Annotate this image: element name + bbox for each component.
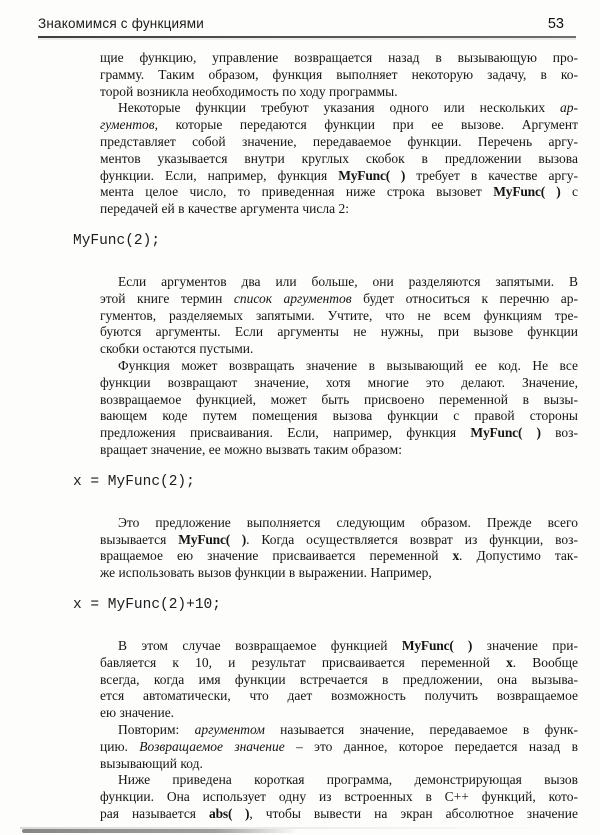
text-run: функции. Если, например, функция — [100, 167, 339, 183]
text-run: скобки остаются пустыми. — [100, 341, 254, 357]
text-line — [100, 638, 578, 655]
paragraph — [100, 100, 578, 218]
text-run: вращает значение, ее можно вызвать таким образом: — [100, 441, 402, 457]
text-run: функции возвращают значение, хотя многие это делают. Значение, — [100, 374, 578, 390]
text-line — [100, 408, 578, 425]
text-run: , чтобы вывести на экран абсолютное значение — [249, 805, 578, 821]
italic-term: ар- — [560, 100, 578, 116]
text-line — [100, 274, 578, 291]
text-line — [100, 341, 578, 358]
text-run: всегда, когда имя функции встречается в предложении, она вызыва- — [100, 671, 578, 687]
text-line — [100, 565, 578, 582]
bold-term: MyFunc( ) — [178, 531, 247, 547]
text-run: с — [560, 184, 578, 200]
text-line — [100, 201, 578, 218]
paragraph — [100, 50, 578, 100]
text-line — [100, 442, 578, 459]
scan-artifact-dark — [22, 829, 298, 833]
italic-term: гументов — [100, 117, 155, 133]
chapter-title: Знакомимся с функциями — [38, 16, 204, 31]
text-line — [100, 308, 578, 325]
text-run: этой книге термин — [100, 290, 234, 306]
page-number: 53 — [547, 16, 564, 32]
text-line — [100, 134, 578, 151]
text-run: вызывающий код. — [100, 755, 203, 771]
text-line — [100, 739, 578, 756]
text-line — [100, 84, 578, 101]
paragraph — [100, 274, 578, 358]
paragraph — [100, 358, 578, 459]
italic-term: аргументом — [194, 721, 265, 737]
text-line — [100, 425, 578, 442]
paragraph — [100, 722, 578, 772]
text-line — [100, 151, 578, 168]
text-run: цию. — [100, 738, 140, 754]
running-head — [38, 16, 576, 38]
page-content — [73, 50, 578, 823]
text-line — [100, 515, 578, 532]
bold-term: MyFunc( ) — [470, 425, 541, 441]
text-run: называется значение, передаваемое в функ- — [264, 721, 578, 737]
code-line: MyFunc(2); — [73, 232, 161, 249]
text-run: буются аргументы. Если аргументы не нужны, при вызове функции — [100, 324, 578, 340]
bold-term: MyFunc( ) — [401, 637, 473, 653]
text-run: Это предложение выполняется следующим образом. Прежде всего — [118, 514, 578, 530]
text-run: грамму. Таким образом, функция выполняет некоторую задачу, в ко- — [100, 66, 578, 82]
text-run: вращаемое ею значение присваивается переменной — [100, 548, 453, 564]
text-run: будет относиться к перечню ар- — [351, 290, 578, 306]
paragraph — [100, 772, 578, 822]
text-line — [100, 324, 578, 341]
text-line — [100, 688, 578, 705]
bold-term: x — [506, 654, 513, 670]
text-run: Некоторые функции требуют указания одного или нескольких — [118, 100, 560, 116]
text-line — [100, 375, 578, 392]
bold-term: abs( ) — [209, 805, 250, 821]
text-line — [100, 67, 578, 84]
code-line: x = MyFunc(2); — [73, 473, 195, 490]
text-line — [100, 50, 578, 67]
text-run: Функция может возвращать значение в вызывающий ее код. Не все — [118, 357, 578, 373]
bold-term: MyFunc( ) — [338, 167, 406, 183]
text-run: предложения присваивания. Если, например, функция — [100, 425, 471, 441]
text-run: возвращаемое функцией, может быть присвоено переменной в вызы- — [100, 391, 578, 407]
text-line — [100, 358, 578, 375]
text-run: Повторим: — [118, 721, 195, 737]
text-line — [100, 532, 578, 549]
text-line — [100, 705, 578, 722]
text-run: гументов, разделяемых запятыми. Учтите, что не всем функциям тре- — [100, 307, 578, 323]
text-run: ментов указывается внутри круглых скобок в предложении вызова — [100, 150, 578, 166]
text-run: функции. Она использует одну из встроенных в C++ функций, кото- — [100, 789, 578, 805]
text-line — [100, 168, 578, 185]
text-run: рая называется — [100, 805, 210, 821]
paragraph — [100, 515, 578, 582]
text-run: . Вообще — [512, 654, 578, 670]
text-line — [100, 548, 578, 565]
text-line — [100, 772, 578, 789]
text-run: значение при- — [472, 637, 578, 653]
text-line — [100, 655, 578, 672]
text-run: же использовать вызов функции в выражении. Например, — [100, 565, 432, 581]
italic-term: Возвращаемое значение — [139, 738, 285, 754]
text-run: воз- — [540, 425, 578, 441]
text-run: торой возникла необходимость по ходу программы. — [100, 83, 398, 99]
text-run: вызывается — [100, 531, 179, 547]
text-run: ею значение. — [100, 705, 175, 721]
text-line — [100, 806, 578, 823]
text-line — [100, 392, 578, 409]
text-line — [100, 184, 578, 201]
bold-term: x — [452, 548, 460, 564]
text-run: В этом случае возвращаемое функцией — [118, 637, 402, 653]
text-line — [100, 291, 578, 308]
text-run: Ниже приведена короткая программа, демонстрирующая вызов — [118, 772, 578, 788]
text-run: бавляется к 10, и результат присваивается переменной — [100, 654, 507, 670]
bold-term: MyFunc( ) — [493, 184, 561, 200]
header-rule — [38, 36, 576, 38]
text-line — [100, 756, 578, 773]
text-run: . Допустимо так- — [459, 548, 578, 564]
text-line — [100, 722, 578, 739]
text-run: вающем коде путем помещения вызова функции с правой стороны — [100, 408, 578, 424]
text-run: ется автоматически, что дает возможность получить возвращаемое — [100, 688, 578, 704]
italic-term: список аргументов — [233, 290, 352, 306]
text-run: мента целое число, то приведенная ниже строка вызовет — [100, 184, 494, 200]
text-line — [100, 672, 578, 689]
text-run: требует в качестве аргу- — [405, 167, 578, 183]
code-line: x = MyFunc(2)+10; — [73, 596, 221, 613]
paragraph — [100, 638, 578, 722]
text-line — [100, 117, 578, 134]
text-run: представляет собой значение, передаваемое функции. Перечень аргу- — [100, 133, 578, 149]
text-run: . Когда осуществляется возврат из функции, воз- — [246, 531, 578, 547]
text-run: передачей ей в качестве аргумента числа 2: — [100, 201, 349, 217]
text-line — [100, 100, 578, 117]
text-run: Если аргументов два или больше, они разделяются запятыми. В — [118, 273, 578, 289]
text-line — [100, 789, 578, 806]
text-run: , которые передаются функции при ее вызове. Аргумент — [154, 117, 578, 133]
text-run: – это данное, которое передается назад в — [284, 738, 578, 754]
text-run: щие функцию, управление возвращается назад в вызывающую про- — [100, 50, 578, 65]
